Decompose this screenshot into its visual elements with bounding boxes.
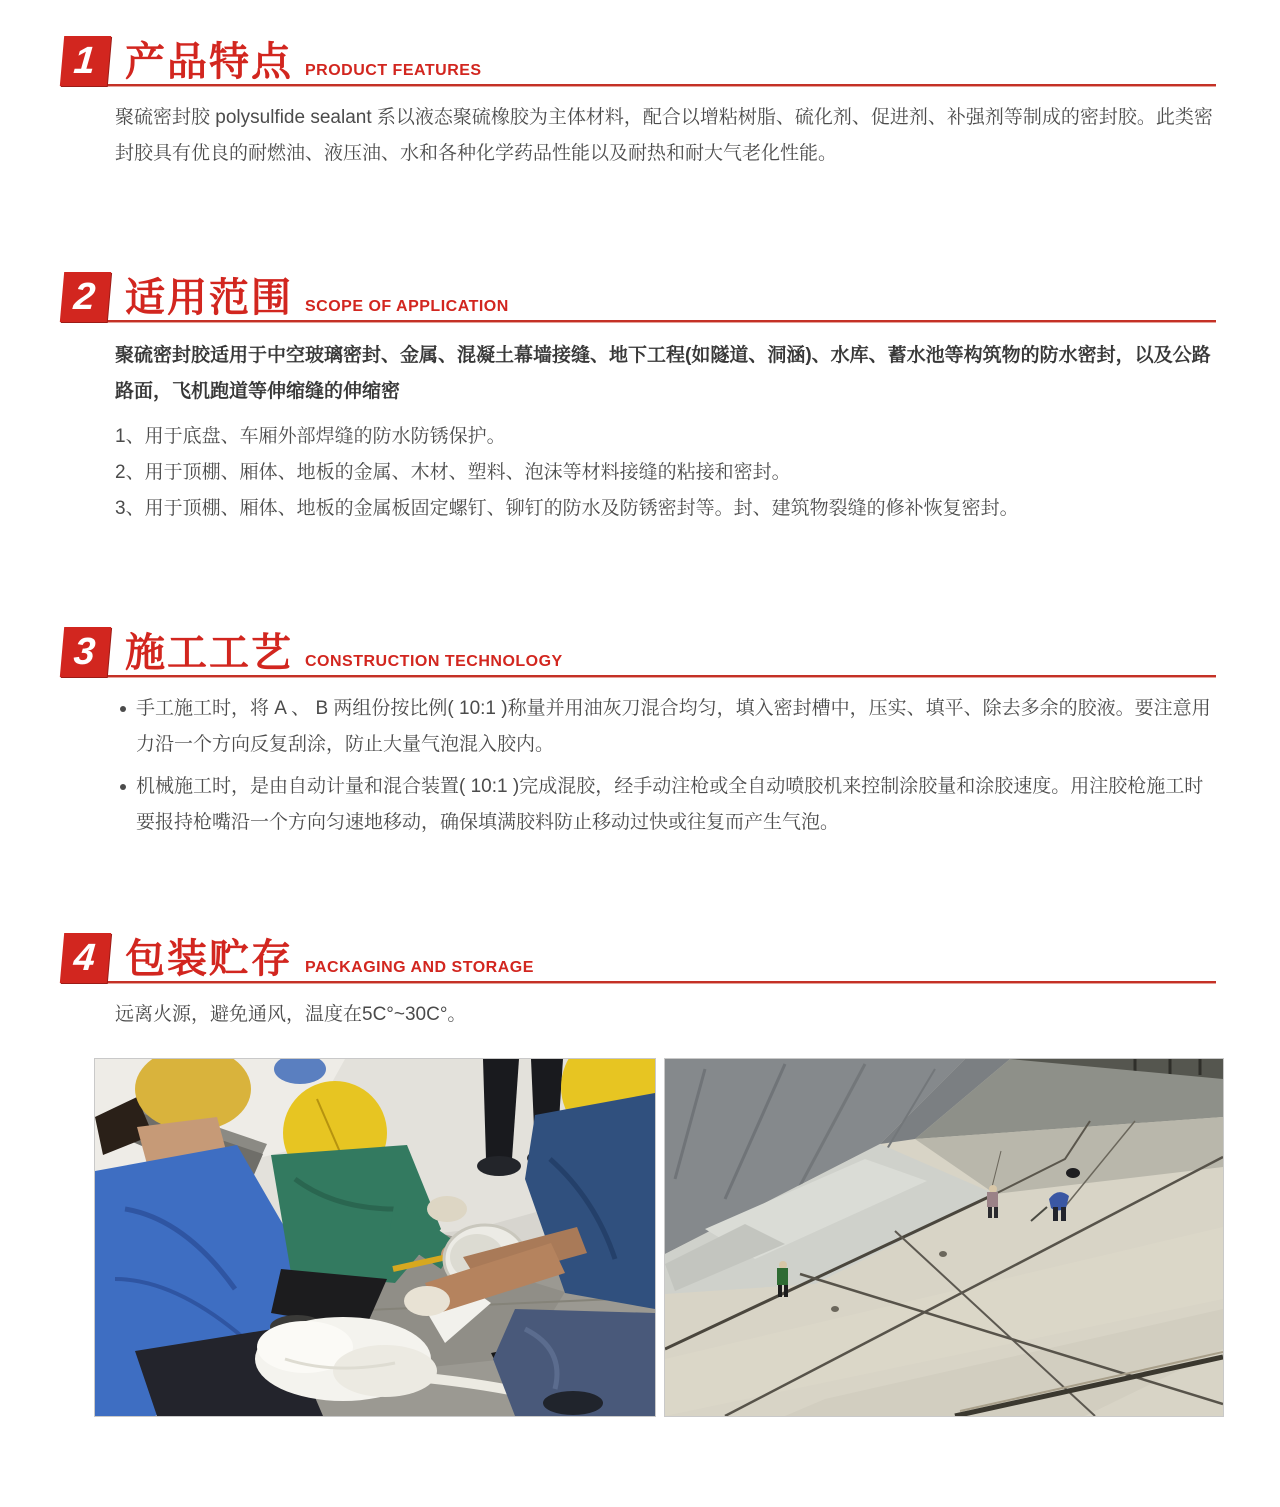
photo-workers-mixing-sealant <box>94 1058 656 1417</box>
section-title-en: SCOPE OF APPLICATION <box>305 298 509 315</box>
section-title-zh: 适用范围 <box>125 276 293 320</box>
section-title-zh: 包装贮存 <box>125 937 293 981</box>
list-item: 2、用于顶棚、厢体、地板的金属、木材、塑料、泡沫等材料接缝的粘接和密封。 <box>115 462 791 483</box>
section-body-text: 聚硫密封胶 polysulfide sealant 系以液态聚硫橡胶为主体材料，配合以增粘树脂、硫化剂、促进剂、补强剂等制成的密封胶。此类密封胶具有优良的耐燃油、液压油、水和各种化学药品性能以及耐热和耐大气老化性能。 <box>115 107 1213 164</box>
section-header <box>62 933 1216 983</box>
photo-illustration <box>95 1059 655 1416</box>
construction-bullet-list <box>118 691 1216 841</box>
section-number-badge <box>60 36 111 86</box>
bullet-item: 机械施工时，是由自动计量和混合装置( 10:1 )完成混胶，经手动注枪或全自动喷胶机来控制涂胶量和涂胶速度。用注胶枪施工时要报持枪嘴沿一个方向匀速地移动，确保填满胶料防止移动过快或往复而产生气泡。 <box>118 769 1216 841</box>
section-product-features <box>62 36 1216 172</box>
scope-numbered-list <box>115 422 1216 524</box>
list-item: 3、用于顶棚、厢体、地板的金属板固定螺钉、铆钉的防水及防锈密封等。封、建筑物裂缝的修补恢复密封。 <box>115 498 1019 519</box>
section-title-zh: 施工工艺 <box>125 631 293 675</box>
section-number: 3 <box>72 631 97 673</box>
section-title-en: CONSTRUCTION TECHNOLOGY <box>305 653 563 670</box>
section-title-en: PRODUCT FEATURES <box>305 62 482 79</box>
section-number-badge <box>60 272 111 322</box>
section-number: 4 <box>72 937 97 979</box>
photo-illustration <box>665 1059 1223 1416</box>
photo-row <box>94 1058 1216 1417</box>
section-title-en: PACKAGING AND STORAGE <box>305 959 534 976</box>
section-construction-technology <box>62 627 1216 841</box>
scope-lead-paragraph: 聚硫密封胶适用于中空玻璃密封、金属、混凝土幕墙接缝、地下工程(如隧道、洞涵)、水库、蓄水池等构筑物的防水密封，以及公路路面，飞机跑道等伸缩缝的伸缩密 <box>115 345 1211 402</box>
section-number-badge <box>60 627 111 677</box>
section-number: 2 <box>72 276 97 318</box>
section-header <box>62 36 1216 86</box>
section-number-badge <box>60 933 111 983</box>
section-body-text: 远离火源，避免通风，温度在5C°~30C°。 <box>115 1004 467 1025</box>
section-title-zh: 产品特点 <box>125 40 293 84</box>
section-packaging-and-storage <box>62 933 1216 1033</box>
section-number: 1 <box>72 40 97 82</box>
section-header <box>62 627 1216 677</box>
bullet-item: 手工施工时，将 A 、 B 两组份按比例( 10:1 )称量并用油灰刀混合均匀，填入密封槽中，压实、填平、除去多余的胶液。要注意用力沿一个方向反复刮涂，防止大量气泡混入胶内。 <box>118 691 1216 763</box>
photo-concrete-slope-workers <box>664 1058 1224 1417</box>
list-item: 1、用于底盘、车厢外部焊缝的防水防锈保护。 <box>115 426 506 447</box>
section-header <box>62 272 1216 322</box>
section-scope-of-application <box>62 272 1216 524</box>
